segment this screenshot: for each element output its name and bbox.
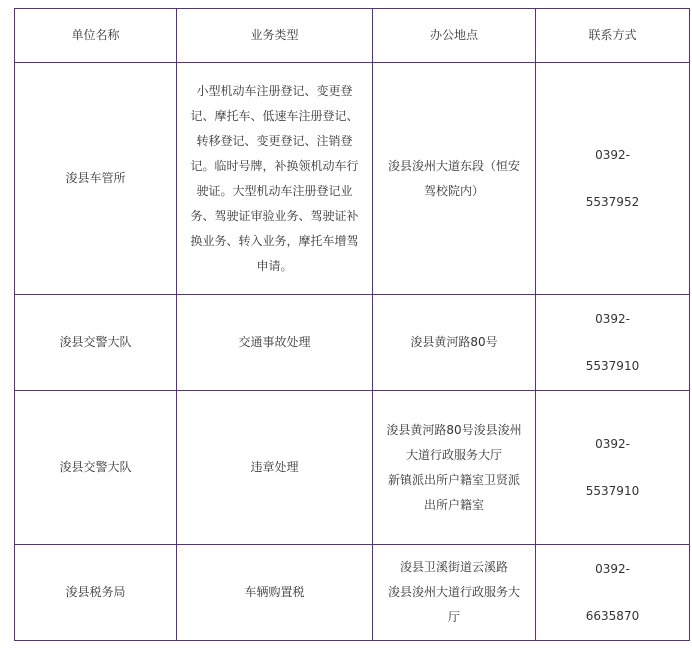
phone-number: 6635870 (585, 608, 640, 623)
phone-number: 5537910 (585, 358, 640, 373)
contact-cell (536, 391, 690, 545)
table-row (15, 545, 690, 641)
table-row (15, 63, 690, 295)
business-line: 记。临时号牌，补换领机动车行 (190, 158, 359, 173)
header-office-location: 办公地点 (373, 9, 536, 63)
phone-area-code: 0392- (595, 311, 630, 326)
location-line: 浚县浚州大道东段（恒安 (387, 158, 520, 173)
unit-name-cell: 浚县税务局 (15, 545, 177, 641)
phone-number: 5537952 (585, 194, 640, 209)
unit-name-cell: 浚县交警大队 (15, 391, 177, 545)
business-line: 小型机动车注册登记、变更登 (196, 83, 353, 98)
business-line: 记、摩托车、低速车注册登记、 (190, 108, 359, 123)
business-type-cell: 车辆购置税 (177, 545, 373, 641)
service-info-table (14, 8, 690, 641)
table-row (15, 295, 690, 391)
office-location-cell: 浚县黄河路80号 (373, 295, 536, 391)
phone-area-code: 0392- (595, 436, 630, 451)
contact-cell (536, 63, 690, 295)
contact-cell (536, 295, 690, 391)
phone-number: 5537910 (585, 483, 640, 498)
business-type-cell: 交通事故处理 (177, 295, 373, 391)
business-type-cell (177, 63, 373, 295)
table-header-row (15, 9, 690, 63)
business-line: 换业务、转入业务，摩托车增驾 (190, 233, 359, 248)
unit-name-cell: 浚县交警大队 (15, 295, 177, 391)
header-unit-name: 单位名称 (15, 9, 177, 63)
office-location-cell (373, 391, 536, 545)
location-line: 出所户籍室 (423, 497, 484, 512)
location-line: 厅 (447, 610, 460, 624)
business-line: 务、驾驶证审验业务、驾驶证补 (190, 208, 359, 223)
contact-cell (536, 545, 690, 641)
table-row (15, 391, 690, 545)
office-location-cell (373, 545, 536, 641)
location-line: 驾校院内） (423, 183, 484, 198)
location-line: 大道行政服务大厅 (405, 447, 502, 462)
location-line: 浚县浚州大道行政服务大 (387, 585, 520, 599)
unit-name-cell: 浚县车管所 (15, 63, 177, 295)
phone-area-code: 0392- (595, 147, 630, 162)
business-line: 申请。 (256, 258, 293, 273)
business-type-cell: 违章处理 (177, 391, 373, 545)
phone-area-code: 0392- (595, 561, 630, 576)
header-contact: 联系方式 (536, 9, 690, 63)
business-line: 驶证。大型机动车注册登记业 (196, 183, 353, 198)
header-business-type: 业务类型 (177, 9, 373, 63)
office-location-cell (373, 63, 536, 295)
location-line: 新镇派出所户籍室卫贤派 (387, 472, 520, 487)
business-line: 转移登记、变更登记、注销登 (196, 133, 353, 148)
location-line: 浚县黄河路80号浚县浚州 (386, 422, 522, 437)
location-line: 浚县卫溪街道云溪路 (399, 560, 508, 574)
